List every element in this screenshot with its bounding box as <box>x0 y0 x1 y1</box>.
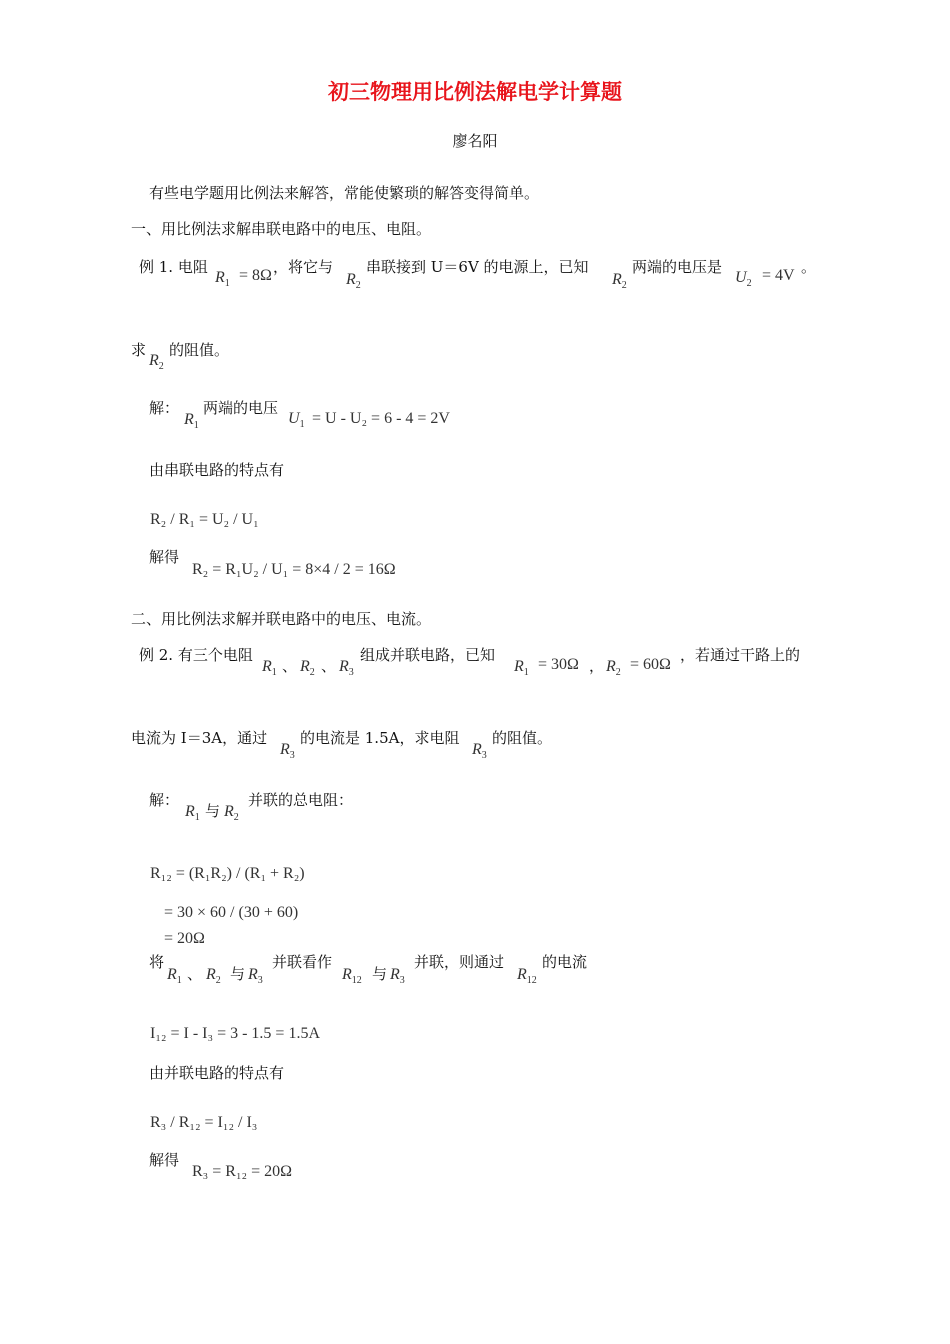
author-name: 廖名阳 <box>452 132 498 150</box>
parallel-resistance-result: = 20Ω <box>164 930 205 947</box>
parallel-resistance-substitution: = 30 × 60 / (30 + 60) <box>164 904 299 921</box>
section2-heading: 二、用比例法求解并联电路中的电压、电流。 <box>131 610 432 628</box>
section1-heading: 一、用比例法求解串联电路中的电压、电阻。 <box>131 220 432 238</box>
intro-paragraph: 有些电学题用比例法来解答，常能使繁琐的解答变得简单。 <box>149 184 540 202</box>
series-feature-text: 由串联电路的特点有 <box>149 461 285 479</box>
parallel-ratio-equation: R₃ / R₁₂ = I₁₂ / I₃ <box>150 1114 258 1131</box>
branch-current-equation: I₁₂ = I - I₃ = 3 - 1.5 = 1.5A <box>150 1025 320 1042</box>
parallel-feature-text: 由并联电路的特点有 <box>149 1064 285 1082</box>
series-ratio-equation: R₂ / R₁ = U₂ / U₁ <box>150 511 259 528</box>
document-title: 初三物理用比例法解电学计算题 <box>328 80 622 104</box>
parallel-resistance-formula: R₁₂ = (R₁R₂) / (R₁ + R₂) <box>150 865 305 882</box>
